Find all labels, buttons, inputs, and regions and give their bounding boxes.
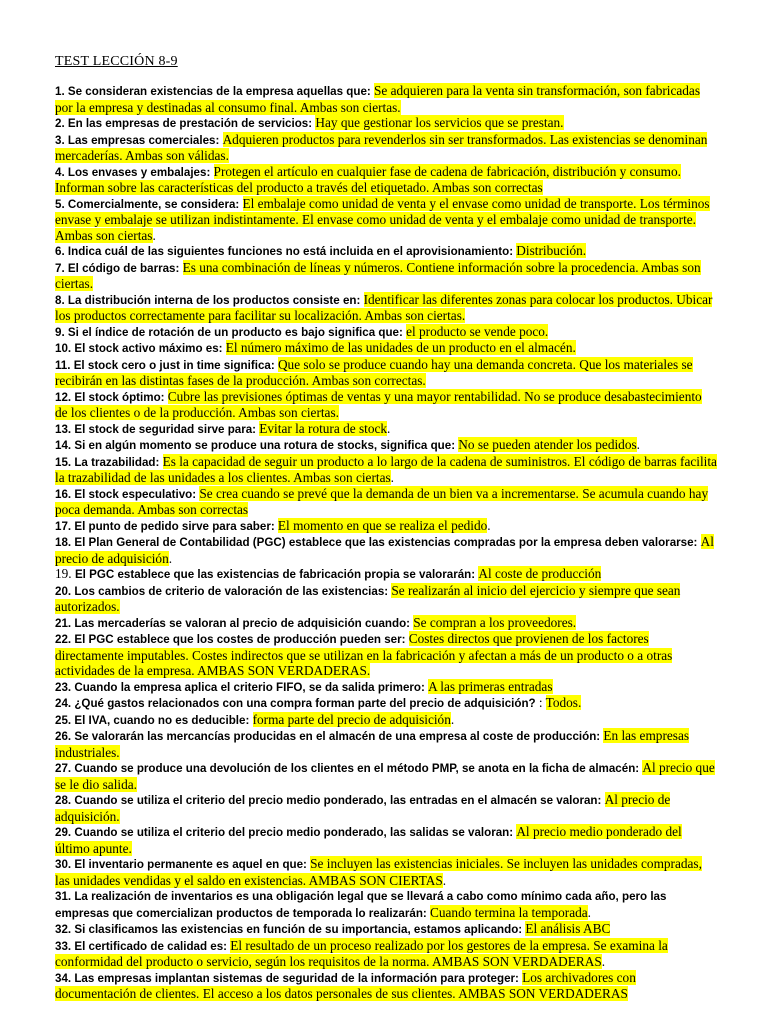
highlighted-answer: Se compran a los proveedores. [413, 614, 577, 630]
question-item [55, 340, 717, 357]
highlighted-answer: Se realizarán al inicio del ejercicio y siempre que sean autorizados. [55, 582, 681, 614]
highlighted-answer: El análisis ABC [525, 921, 611, 936]
highlighted-answer: El número máximo de las unidades de un producto en el almacén. [225, 340, 576, 355]
question-text: 1. Se consideran existencias de la empresa aquellas que: [55, 85, 374, 98]
highlighted-answer: Todos. [545, 695, 582, 710]
question-item [55, 792, 717, 824]
question-item [55, 615, 717, 632]
answer-tail: . [487, 517, 491, 533]
highlighted-answer: En las empresas industriales. [55, 728, 690, 760]
highlighted-answer: A las primeras entradas [428, 678, 553, 694]
highlighted-answer: Es una combinación de líneas y números. Contiene información sobre la procedencia. Ambas son ciertas. [55, 259, 701, 291]
answer-tail: . [387, 420, 391, 436]
test-title: TEST LECCIÓN 8-9 [55, 54, 178, 69]
question-text: 11. El stock cero o just in time significa: [55, 358, 278, 372]
question-text: El PGC establece que las existencias de fabricación propia se valorarán: [74, 568, 479, 581]
question-item [55, 728, 717, 760]
highlighted-answer: Al precio medio ponderado del último apunte. [55, 824, 682, 856]
question-text: 33. El certificado de calidad es: [55, 939, 231, 953]
highlighted-answer: Que solo se produce cuando hay una demanda concreta. Que los materiales se recibirán en las distintas fases de la producción. Ambas son correctas. [55, 356, 693, 388]
question-item [55, 824, 717, 856]
question-text: 30. El inventario permanente es aquel en que: [55, 858, 311, 871]
highlighted-answer: Evitar la rotura de stock [259, 420, 388, 436]
highlighted-answer: Cuando termina la temporada [430, 904, 588, 920]
question-item [55, 389, 717, 421]
question-item [55, 712, 717, 729]
highlighted-answer: el producto se vende poco. [406, 323, 549, 339]
question-text: 29. Cuando se utiliza el criterio del precio medio ponderado, las salidas se valoran: [55, 826, 517, 839]
highlighted-answer: Distribución. [516, 243, 587, 258]
highlighted-answer: El momento en que se realiza el pedido [277, 517, 488, 533]
highlighted-answer: Se adquieren para la venta sin transformación, son fabricadas por la empresa y destinadas al consumo final. Ambas son ciertas. [55, 83, 700, 115]
question-text: 6. Indica cuál de las siguientes funciones no está incluida en el aprovisionamiento: [55, 245, 517, 258]
highlighted-answer: Protegen el artículo en cualquier fase de cadena de fabricación, distribución y consumo. Informan sobre las características del producto a través del etiquetado. Ambas son correctas [55, 163, 681, 195]
highlighted-answer: Costes directos que provienen de los factores directamente imputables. Costes indirectos que se utilizan en la fabricación y afectan a más de un producto o a otras actividades de la empresa. AMBAS SON VERDADERAS. [55, 631, 673, 678]
question-item [55, 970, 717, 1002]
highlighted-answer: Es la capacidad de seguir un producto a lo largo de la cadena de suministros. El código de barras facilita la trazabilidad de las unidades a los clientes. Ambas son ciertas [55, 453, 717, 485]
question-text: 26. Se valorarán las mercancías producidas en el almacén de una empresa al coste de producción: [55, 730, 604, 743]
question-item [55, 83, 717, 115]
question-text: 32. Si clasificamos las existencias en función de su importancia, estamos aplicando: [55, 923, 526, 936]
question-text: 24. ¿Qué gastos relacionados con una compra forman parte del precio de adquisición? [55, 697, 539, 710]
question-item [55, 115, 717, 132]
question-text: 21. Las mercaderías se valoran al precio de adquisición cuando: [55, 616, 414, 630]
question-text: 23. Cuando la empresa aplica el criterio FIFO, se da salida primero: [55, 680, 429, 694]
question-text: 25. El IVA, cuando no es deducible: [55, 713, 253, 727]
question-item [55, 856, 717, 888]
question-item [55, 454, 717, 486]
highlighted-answer: Al coste de producción [478, 566, 602, 581]
question-text: 8. La distribución interna de los productos consiste en: [55, 293, 364, 307]
question-item [55, 421, 717, 438]
highlighted-answer: Hay que gestionar los servicios que se prestan. [315, 115, 564, 130]
question-text: 10. El stock activo máximo es: [55, 342, 226, 355]
question-item [55, 260, 717, 292]
question-text: 3. Las empresas comerciales: [55, 133, 223, 147]
question-item [55, 486, 717, 518]
highlighted-answer: El resultado de un proceso realizado por los gestores de la empresa. Se examina la conformidad del producto o servicio, según los requisitos de la norma. AMBAS SON VERDADERAS [55, 937, 668, 969]
highlighted-answer: Al precio de adquisición [55, 534, 714, 566]
answer-tail: . [587, 904, 591, 920]
question-text: 28. Cuando se utiliza el criterio del precio medio ponderado, las entradas en el almacén se valoran: [55, 794, 605, 807]
question-item [55, 760, 717, 792]
highlighted-answer: Se incluyen las existencias iniciales. Se incluyen las unidades compradas, las unidades vendidas y el saldo en existencias. AMBAS SON CIERTAS [55, 856, 702, 888]
question-item [55, 631, 717, 679]
question-item [55, 164, 717, 196]
question-item [55, 243, 717, 260]
question-text: 15. La trazabilidad: [55, 455, 163, 469]
answer-tail: . [152, 227, 156, 243]
question-text: 13. El stock de seguridad sirve para: [55, 422, 260, 436]
answer-tail: . [390, 470, 394, 485]
highlighted-answer: Al precio de adquisición. [55, 792, 671, 824]
question-text: 16. El stock especulativo: [55, 487, 200, 501]
question-item [55, 437, 717, 454]
question-item [55, 679, 717, 696]
answer-tail: . [168, 550, 173, 566]
highlighted-answer: Los archivadores con documentación de clientes. El acceso a los datos personales de sus clientes. AMBAS SON VERDADERAS [55, 969, 636, 1001]
highlighted-answer: forma parte del precio de adquisición [252, 711, 451, 727]
question-text: 20. Los cambios de criterio de valoración de las existencias: [55, 584, 392, 598]
question-text: 18. El Plan General de Contabilidad (PGC) establece que las existencias compradas por la empresa deben valorarse: [55, 536, 701, 549]
question-item [55, 132, 717, 164]
question-number: 19. [55, 566, 75, 581]
question-text: 7. El código de barras: [55, 261, 183, 275]
question-item [55, 566, 717, 583]
highlighted-answer: Identificar las diferentes zonas para colocar los productos. Ubicar los productos correctamente para facilitar su localización. Ambas son ciertas. [55, 291, 713, 323]
highlighted-answer: No se pueden atender los pedidos [458, 437, 637, 452]
question-text: 22. El PGC establece que los costes de producción pueden ser: [55, 633, 409, 646]
question-item [55, 888, 717, 921]
question-item [55, 292, 717, 324]
highlighted-answer: Cubre las previsiones óptimas de ventas y una mayor rentabilidad. No se produce desabastecimiento de los clientes o de la producción. Ambas son ciertas. [55, 388, 702, 420]
highlighted-answer: Adquieren productos para revenderlos sin ser transformados. Las existencias se denominan mercaderías. Ambas son válidas. [55, 131, 708, 163]
answer-tail: . [442, 872, 447, 888]
question-list [55, 83, 717, 1002]
question-text: 9. Si el índice de rotación de un producto es bajo significa que: [55, 325, 407, 339]
highlighted-answer: Se crea cuando se prevé que la demanda de un bien va a incrementarse. Se acumula cuando hay poca demanda. Ambas son correctas [55, 485, 709, 517]
separator-text: : [538, 695, 546, 710]
question-text: 31. La realización de inventarios es una obligación legal que se llevará a cabo como mínimo cada año, pero las empresas que comercializan productos de temporada lo realizarán: [55, 890, 667, 920]
answer-tail: . [450, 711, 455, 727]
question-item [55, 534, 717, 566]
question-text: 14. Si en algún momento se produce una rotura de stocks, significa que: [55, 439, 459, 452]
question-item [55, 196, 717, 244]
question-text: 2. En las empresas de prestación de servicios: [55, 117, 316, 130]
question-item [55, 695, 717, 712]
question-text: 27. Cuando se produce una devolución de los clientes en el método PMP, se anota en la ficha de almacén: [55, 762, 643, 775]
question-item [55, 583, 717, 615]
question-item [55, 938, 717, 970]
question-item [55, 518, 717, 535]
answer-tail: . [601, 954, 606, 969]
answer-tail: . [636, 437, 640, 452]
highlighted-answer: El embalaje como unidad de venta y el envase como unidad de transporte. Los términos envase y embalaje se utilizan indistintamente. El envase como unidad de venta y el embalaje como unidad de transporte. Ambas son ciertas [55, 195, 710, 243]
question-text: 5. Comercialmente, se considera: [55, 197, 243, 211]
highlighted-answer: Al precio que se le dio salida. [55, 760, 715, 792]
question-text: 4. Los envases y embalajes: [55, 165, 214, 179]
question-item [55, 357, 717, 389]
question-item [55, 921, 717, 938]
question-text: 34. Las empresas implantan sistemas de seguridad de la información para proteger: [55, 971, 523, 985]
question-text: 12. El stock óptimo: [55, 390, 168, 404]
question-item [55, 324, 717, 341]
question-text: 17. El punto de pedido sirve para saber: [55, 519, 278, 533]
